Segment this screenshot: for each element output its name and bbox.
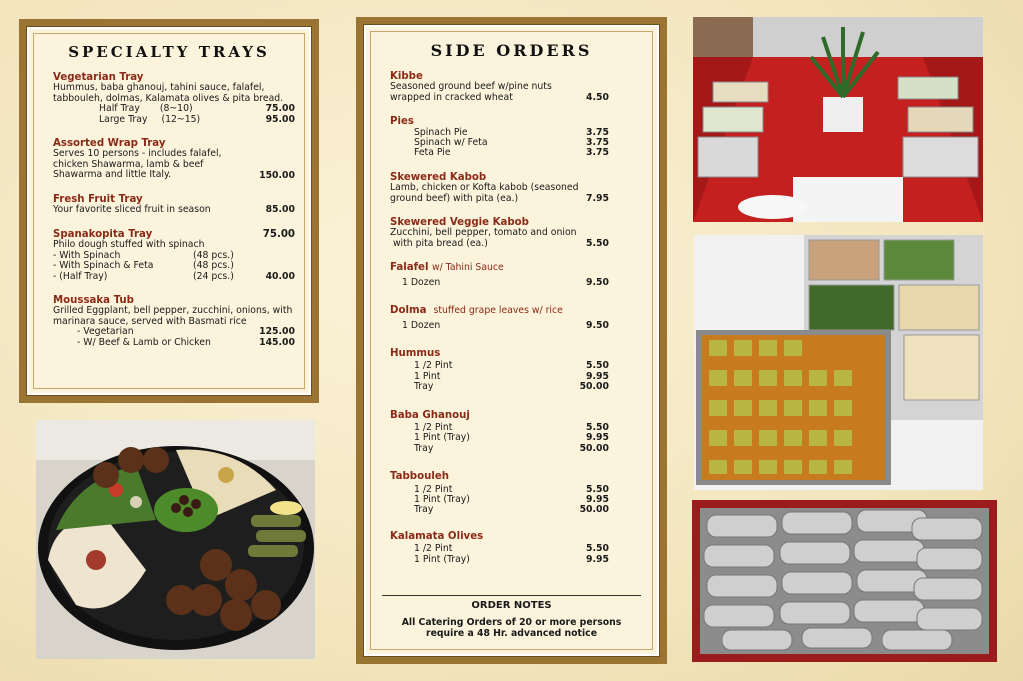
- tabbouleh-title: Tabbouleh: [390, 471, 449, 483]
- spanakopita-title: Spanakopita Tray: [53, 228, 153, 240]
- hummus-price: 50.00: [579, 381, 609, 393]
- vegetarian-half-label: Half Tray: [99, 103, 140, 115]
- hummus-label: 1 /2 Pint: [414, 360, 453, 372]
- kabob-desc2: ground beef) with pita (ea.): [390, 192, 519, 204]
- moussaka-opt2-price: 145.00: [259, 336, 295, 348]
- falafel-price: 9.50: [586, 276, 609, 288]
- kibbe-desc2: wrapped in cracked wheat: [390, 91, 513, 103]
- pies-label: Feta Pie: [414, 147, 451, 159]
- specialty-trays-inner: [27, 27, 311, 395]
- baba-label: 1 /2 Pint: [414, 421, 453, 433]
- dolma-row: [390, 321, 609, 331]
- vegetarian-half-count: (8~10): [159, 103, 193, 115]
- olives-price: 5.50: [586, 543, 609, 555]
- hummus-label: 1 Pint: [414, 370, 441, 382]
- dolma-sub: stuffed grape leaves w/ rice: [433, 305, 563, 317]
- falafel-title: Falafel: [390, 262, 429, 274]
- dolma-price: 9.50: [586, 319, 609, 331]
- specialty-trays-title: SPECIALTY TRAYS: [68, 43, 270, 61]
- tabbouleh-price: 9.95: [586, 493, 609, 505]
- pies-price: 3.75: [586, 137, 609, 149]
- vegetarian-tray-title: Vegetarian Tray: [53, 72, 144, 83]
- moussaka-desc: Grilled Eggplant, bell pepper, zucchini, onions, with marinara sauce, served with Basmati rice: [53, 305, 293, 327]
- baba-price: 9.95: [586, 432, 609, 444]
- fruit-tray-title: Fresh Fruit Tray: [53, 194, 143, 206]
- vegetarian-large-price: 95.00: [265, 113, 295, 125]
- vegetarian-large-count: (12~15): [161, 113, 201, 125]
- catering-trays-photo: [694, 235, 983, 490]
- falafel-title-row: [390, 263, 609, 273]
- olives-label: 1 Pint (Tray): [414, 553, 470, 565]
- mezze-platter-image: [36, 420, 315, 659]
- vegetarian-half-price: 75.00: [265, 103, 295, 115]
- kabob-row: [390, 194, 609, 204]
- hummus-price: 9.95: [586, 370, 609, 382]
- order-notes-title: ORDER NOTES: [471, 600, 552, 611]
- pies-row: [390, 148, 609, 158]
- kibbe-desc1: Seasoned ground beef w/pine nuts: [390, 81, 552, 93]
- spanakopita-opt3-row: [53, 272, 295, 282]
- spanakopita-price: 75.00: [262, 228, 295, 240]
- moussaka-opt1-label: - Vegetarian: [77, 326, 134, 338]
- tabbouleh-label: 1 /2 Pint: [414, 483, 453, 495]
- spanakopita-opt2-label: - With Spinach & Feta: [53, 260, 154, 272]
- moussaka-opt1-price: 125.00: [259, 326, 295, 338]
- baba-row: [390, 444, 609, 454]
- pies-price: 3.75: [586, 126, 609, 138]
- spanakopita-opt2-row: [53, 261, 295, 271]
- spanakopita-opt3-label: - (Half Tray): [53, 270, 108, 282]
- kibbe-price: 4.50: [586, 91, 609, 103]
- dolma-label: 1 Dozen: [402, 319, 441, 331]
- tabbouleh-label: Tray: [414, 504, 434, 516]
- tabbouleh-label: 1 Pint (Tray): [414, 493, 470, 505]
- side-orders-content: [366, 72, 657, 565]
- spanakopita-opt1-count: (48 pcs.): [193, 249, 234, 261]
- pies-label: Spinach w/ Feta: [414, 137, 488, 149]
- baba-title: Baba Ghanouj: [390, 409, 470, 421]
- olives-price: 9.95: [586, 553, 609, 565]
- hummus-label: Tray: [414, 381, 434, 393]
- buffet-table-image: [693, 17, 983, 222]
- wrap-tray-price: 150.00: [259, 169, 295, 181]
- baba-label: 1 Pint (Tray): [414, 432, 470, 444]
- fruit-tray-row: [53, 205, 295, 215]
- fruit-tray-price: 85.00: [265, 204, 295, 216]
- veggie-kabob-price: 5.50: [586, 237, 609, 249]
- kabob-desc1: Lamb, chicken or Kofta kabob (seasoned: [390, 182, 579, 194]
- hummus-title: Hummus: [390, 347, 441, 359]
- order-notes: [382, 595, 641, 639]
- side-orders-panel: [356, 17, 667, 664]
- falafel-sub: w/ Tahini Sauce: [431, 262, 504, 274]
- kibbe-row: [390, 93, 609, 103]
- wraps-tray-photo: [692, 500, 997, 662]
- spanakopita-desc: Philo dough stuffed with spinach: [53, 239, 205, 251]
- moussaka-opt2-label: - W/ Beef & Lamb or Chicken: [77, 336, 211, 348]
- pies-title: Pies: [390, 116, 414, 128]
- vegetarian-large-label: Large Tray: [99, 113, 148, 125]
- spanakopita-opt3-price: 40.00: [265, 270, 295, 282]
- buffet-table-photo: [693, 17, 983, 222]
- wraps-tray-image: [692, 500, 997, 662]
- veggie-kabob-row: [390, 239, 609, 249]
- olives-title: Kalamata Olives: [390, 530, 484, 542]
- order-notes-text: All Catering Orders of 20 or more persons require a 48 Hr. advanced notice: [401, 617, 622, 639]
- kabob-title: Skewered Kabob: [390, 171, 487, 183]
- tabbouleh-price: 5.50: [586, 483, 609, 495]
- falafel-row: [390, 278, 609, 288]
- pies-price: 3.75: [586, 147, 609, 159]
- pies-label: Spinach Pie: [414, 126, 468, 138]
- vegetarian-tray-desc: Hummus, baba ghanouj, tahini sauce, falafel, tabbouleh, dolmas, Kalamata olives & pita bread.: [53, 82, 284, 104]
- specialty-trays-panel: [19, 19, 319, 403]
- kibbe-title: Kibbe: [390, 71, 423, 82]
- moussaka-title: Moussaka Tub: [53, 294, 134, 306]
- hummus-row: [390, 382, 609, 392]
- spanakopita-opt1-label: - With Spinach: [53, 249, 121, 261]
- spanakopita-opt2-count: (48 pcs.): [193, 260, 234, 272]
- tabbouleh-price: 50.00: [579, 504, 609, 516]
- tabbouleh-row: [390, 505, 609, 515]
- veggie-kabob-title: Skewered Veggie Kabob: [390, 217, 529, 229]
- olives-label: 1 /2 Pint: [414, 543, 453, 555]
- vegetarian-large-row: [53, 115, 295, 125]
- baba-price: 50.00: [579, 442, 609, 454]
- falafel-label: 1 Dozen: [402, 276, 441, 288]
- side-orders-title: SIDE ORDERS: [430, 41, 593, 60]
- mezze-platter-photo: [36, 420, 315, 659]
- hummus-price: 5.50: [586, 360, 609, 372]
- wrap-tray-title: Assorted Wrap Tray: [53, 138, 166, 150]
- kabob-price: 7.95: [586, 192, 609, 204]
- dolma-title-row: [390, 306, 609, 316]
- moussaka-opt2-row: [53, 338, 295, 348]
- veggie-kabob-desc2: with pita bread (ea.): [390, 237, 488, 249]
- baba-label: Tray: [414, 442, 434, 454]
- specialty-trays-content: [29, 73, 309, 348]
- fruit-tray-desc: Your favorite sliced fruit in season: [53, 204, 211, 216]
- wrap-tray-desc: Serves 10 persons - includes falafel, chicken Shawarma, lamb & beef Shawarma and little Italy.: [53, 148, 222, 181]
- baba-price: 5.50: [586, 421, 609, 433]
- olives-row: [390, 555, 609, 565]
- catering-trays-image: [694, 235, 983, 490]
- moussaka-opt1-row: [53, 327, 295, 337]
- veggie-kabob-desc1: Zucchini, bell pepper, tomato and onion: [390, 227, 577, 239]
- dolma-title: Dolma: [390, 305, 427, 317]
- side-orders-inner: [364, 25, 659, 656]
- spanakopita-opt3-count: (24 pcs.): [193, 270, 234, 282]
